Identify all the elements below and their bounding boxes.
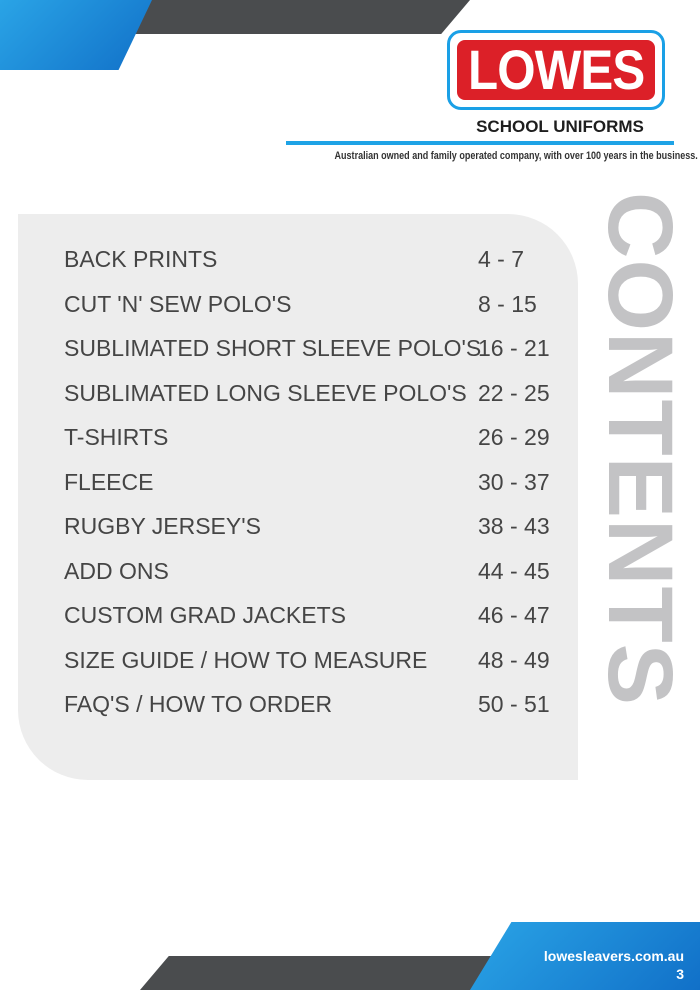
toc-row	[64, 424, 564, 469]
toc-row	[64, 602, 564, 647]
toc-pages: 30 - 37	[478, 468, 550, 495]
page-number: 3	[676, 966, 684, 982]
toc-pages: 4 - 7	[478, 246, 525, 272]
toc-title: SUBLIMATED LONG SLEEVE POLO'S	[64, 379, 467, 406]
bottom-dark-band	[140, 956, 500, 990]
toc-row	[64, 380, 564, 425]
toc-row	[64, 691, 564, 736]
logo-divider	[286, 141, 674, 145]
toc-title: SIZE GUIDE / HOW TO MEASURE	[64, 646, 428, 673]
lowes-logo	[447, 30, 665, 110]
toc-title: RUGBY JERSEY'S	[64, 513, 261, 539]
toc-pages: 44 - 45	[478, 557, 550, 584]
toc-title: SUBLIMATED SHORT SLEEVE POLO'S	[64, 335, 482, 361]
toc-row	[64, 335, 564, 380]
toc-pages: 50 - 51	[478, 691, 550, 717]
toc-pages: 26 - 29	[478, 424, 550, 450]
toc-title: BACK PRINTS	[64, 246, 218, 272]
toc-title: FAQ'S / HOW TO ORDER	[64, 691, 333, 717]
toc-row	[64, 246, 564, 291]
toc-pages: 48 - 49	[478, 646, 550, 673]
top-blue-band	[0, 0, 152, 70]
toc-row	[64, 469, 564, 514]
contents-heading: CONTENTS	[589, 192, 691, 706]
toc-row	[64, 513, 564, 558]
logo-subtitle: SCHOOL UNIFORMS	[476, 117, 644, 136]
table-of-contents	[64, 246, 564, 736]
toc-title: FLEECE	[64, 468, 154, 495]
toc-row	[64, 647, 564, 692]
company-tagline: Australian owned and family operated company, with over 100 years in the business.	[334, 150, 698, 162]
toc-pages: 22 - 25	[478, 379, 550, 406]
toc-pages: 46 - 47	[478, 602, 550, 628]
toc-title: CUSTOM GRAD JACKETS	[64, 602, 346, 628]
toc-pages: 38 - 43	[478, 513, 550, 539]
logo-red-plate	[457, 40, 655, 100]
top-dark-band	[110, 0, 470, 34]
toc-title: T-SHIRTS	[64, 424, 169, 450]
toc-pages: 16 - 21	[478, 335, 550, 361]
toc-row	[64, 291, 564, 336]
toc-row	[64, 558, 564, 603]
toc-title: ADD ONS	[64, 557, 169, 584]
logo-wordmark: LOWES	[467, 38, 645, 101]
toc-pages: 8 - 15	[478, 290, 537, 317]
website-url: lowesleavers.com.au	[543, 948, 684, 964]
toc-title: CUT 'N' SEW POLO'S	[64, 290, 292, 317]
